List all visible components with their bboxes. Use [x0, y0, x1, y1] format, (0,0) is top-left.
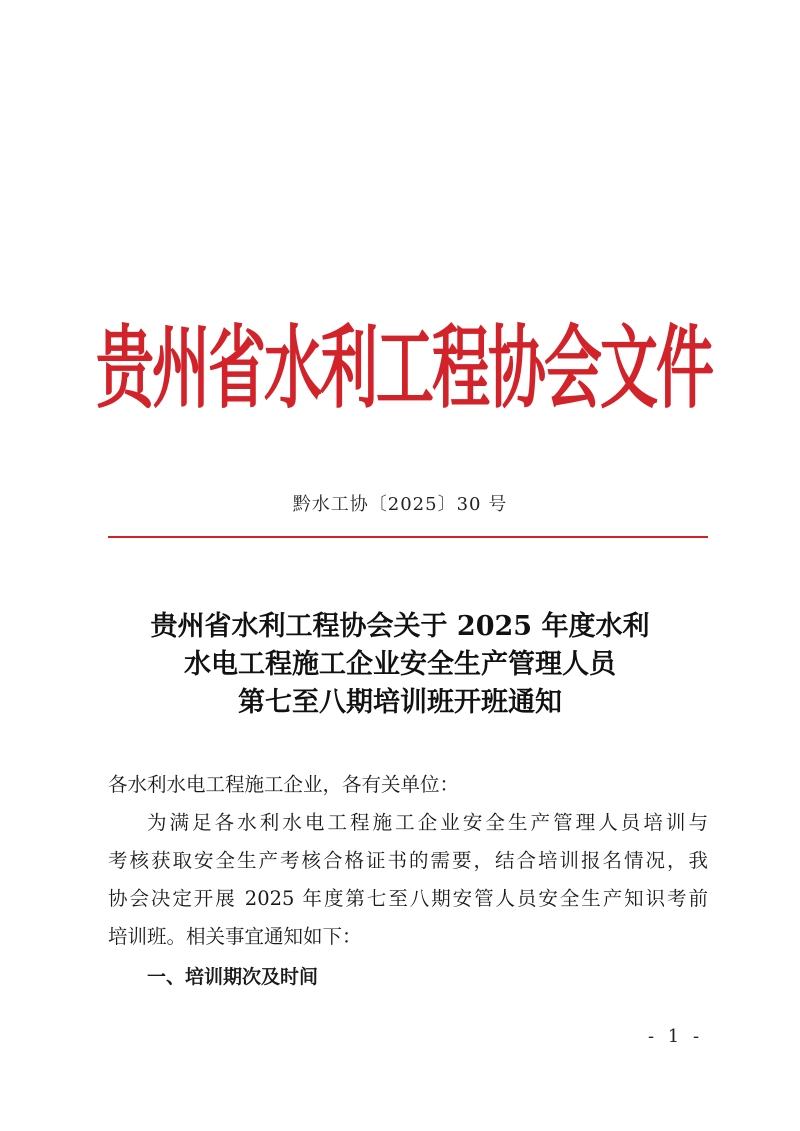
red-divider-line — [108, 536, 708, 538]
title-line: 第七至八期培训班开班通知 — [238, 687, 562, 718]
masthead-title — [96, 315, 715, 421]
document-title — [0, 608, 800, 722]
body-paragraph — [108, 804, 708, 956]
salutation: 各水利水电工程施工企业，各有关单位： — [108, 773, 460, 796]
masthead-char: 工 — [376, 315, 435, 421]
page-number: - 1 - — [648, 1026, 704, 1047]
masthead-char: 会 — [544, 315, 603, 421]
masthead-char: 州 — [152, 315, 211, 421]
masthead-char: 省 — [208, 315, 267, 421]
paragraph-line: 培训班。相关事宜通知如下： — [108, 925, 362, 948]
document-body — [108, 766, 708, 996]
masthead-char: 程 — [432, 315, 491, 421]
masthead-char: 利 — [320, 315, 379, 421]
masthead-char: 贵 — [96, 315, 155, 421]
masthead-char: 件 — [656, 315, 715, 421]
title-line: 贵州省水利工程协会关于 2025 年度水利 — [150, 611, 650, 642]
paragraph-line: 协会决定开展 2025 年度第七至八期安管人员安全生产知识考前 — [108, 887, 708, 910]
paragraph-line: 考核获取安全生产考核合格证书的需要，结合培训报名情况，我 — [108, 849, 708, 872]
section-heading: 一、培训期次及时间 — [147, 966, 319, 988]
title-line: 水电工程施工企业安全生产管理人员 — [184, 649, 616, 680]
masthead-char: 水 — [264, 315, 323, 421]
masthead-char: 协 — [488, 315, 547, 421]
document-number: 黔水工协〔2025〕30 号 — [292, 494, 508, 515]
paragraph-line: 为满足各水利水电工程施工企业安全生产管理人员培训与 — [147, 811, 708, 834]
masthead-char: 文 — [600, 315, 659, 421]
